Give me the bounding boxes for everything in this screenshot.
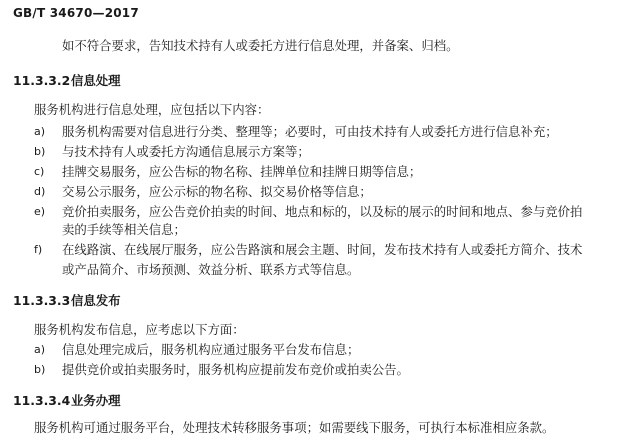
section-heading: [13, 73, 121, 89]
list-marker: a): [34, 125, 46, 138]
list-marker: d): [34, 185, 46, 198]
list-text: 服务机构需要对信息进行分类、整理等；必要时，可由技术持有人或委托方进行信息补充；: [62, 124, 558, 139]
section-heading: [13, 393, 121, 409]
list-text: 信息处理完成后，服务机构应通过服务平台发布信息；: [62, 342, 360, 357]
list-marker: e): [34, 205, 46, 218]
section-title: 业务办理: [71, 393, 121, 408]
list-text: 在线路演、在线展厅服务，应公告路演和展会主题、时间，发布技术持有人或委托方简介、技术: [62, 242, 583, 257]
intro-paragraph: 如不符合要求，告知技术持有人或委托方进行信息处理，并备案、归档。: [62, 38, 459, 53]
section-number: 11.3.3.2: [13, 73, 71, 88]
list-text: 交易公示服务，应公示标的物名称、拟交易价格等信息；: [62, 184, 372, 199]
list-text-continuation: 卖的手续等相关信息；: [62, 222, 186, 237]
list-text: 竞价拍卖服务，应公告竞价拍卖的时间、地点和标的，以及标的展示的时间和地点、参与竞价拍: [62, 204, 583, 219]
list-marker: f): [34, 243, 43, 256]
section-heading: [13, 293, 121, 309]
section-lead: 服务机构可通过服务平台，处理技术转移服务事项；如需要线下服务，可执行本标准相应条款。: [34, 420, 555, 435]
list-marker: b): [34, 145, 46, 158]
list-marker: b): [34, 363, 46, 376]
list-text: 提供竞价或拍卖服务时，服务机构应提前发布竞价或拍卖公告。: [62, 362, 409, 377]
list-text-continuation: 或产品简介、市场预测、效益分析、联系方式等信息。: [62, 262, 360, 277]
section-lead: 服务机构发布信息，应考虑以下方面：: [34, 322, 245, 337]
section-title: 信息发布: [71, 293, 121, 308]
section-title: 信息处理: [71, 73, 121, 88]
standard-header: GB/T 34670—2017: [13, 6, 139, 20]
list-text: 挂牌交易服务，应公告标的物名称、挂牌单位和挂牌日期等信息；: [62, 164, 422, 179]
section-lead: 服务机构进行信息处理，应包括以下内容：: [34, 102, 270, 117]
section-number: 11.3.3.4: [13, 393, 71, 408]
section-number: 11.3.3.3: [13, 293, 71, 308]
list-marker: a): [34, 343, 46, 356]
list-text: 与技术持有人或委托方沟通信息展示方案等；: [62, 144, 310, 159]
list-marker: c): [34, 165, 45, 178]
